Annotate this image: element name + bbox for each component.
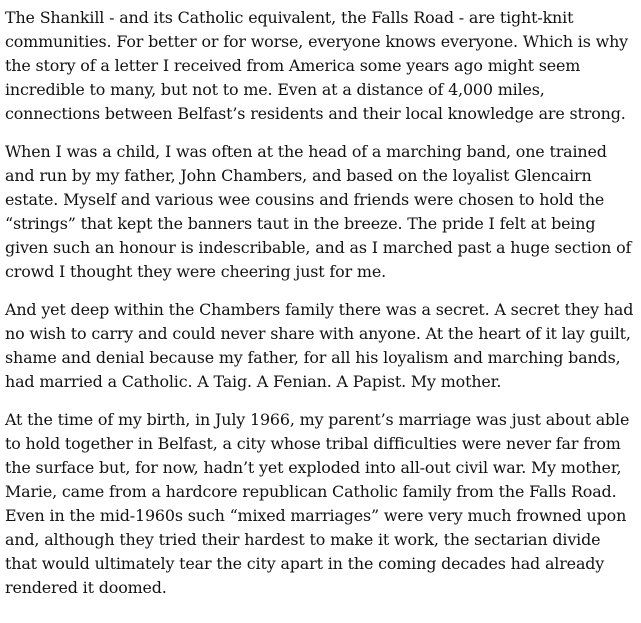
article-paragraph-3: And yet deep within the Chambers family there was a secret. A secret they had no wish to carry and could never share with anyone. At the heart of it lay guilt, shame and denial because my father, for all his loyalism and marching bands, had married a Catholic. A Taig. A Fenian. A Papist. My mother. [5,300,634,391]
article-paragraph-1: The Shankill - and its Catholic equivalent, the Falls Road - are tight-knit communities. For better or for worse, everyone knows everyone. Which is why the story of a letter I received from America some years ago might seem incredible to many, but not to me. Even at a distance of 4,000 miles, connections between Belfast’s residents and their local knowledge are strong. [5,8,628,123]
article-paragraph-4: At the time of my birth, in July 1966, my parent’s marriage was just about able to hold together in Belfast, a city whose tribal difficulties were never far from the surface but, for now, hadn’t yet exploded into all-out civil war. My mother, Marie, came from a hardcore republican Catholic family from the Falls Road. Even in the mid-1960s such “mixed marriages” were very much frowned upon and, although they tried their hardest to make it work, the sectarian divide that would ultimately tear the city apart in the coming decades had already rendered it doomed. [5,410,630,597]
article-paragraph-2: When I was a child, I was often at the head of a marching band, one trained and run by my father, John Chambers, and based on the loyalist Glencairn estate. Myself and various wee cousins and friends were chosen to hold the “strings” that kept the banners taut in the breeze. The pride I felt at being given such an honour is indescribable, and as I marched past a huge section of crowd I thought they were cheering just for me. [5,142,632,281]
